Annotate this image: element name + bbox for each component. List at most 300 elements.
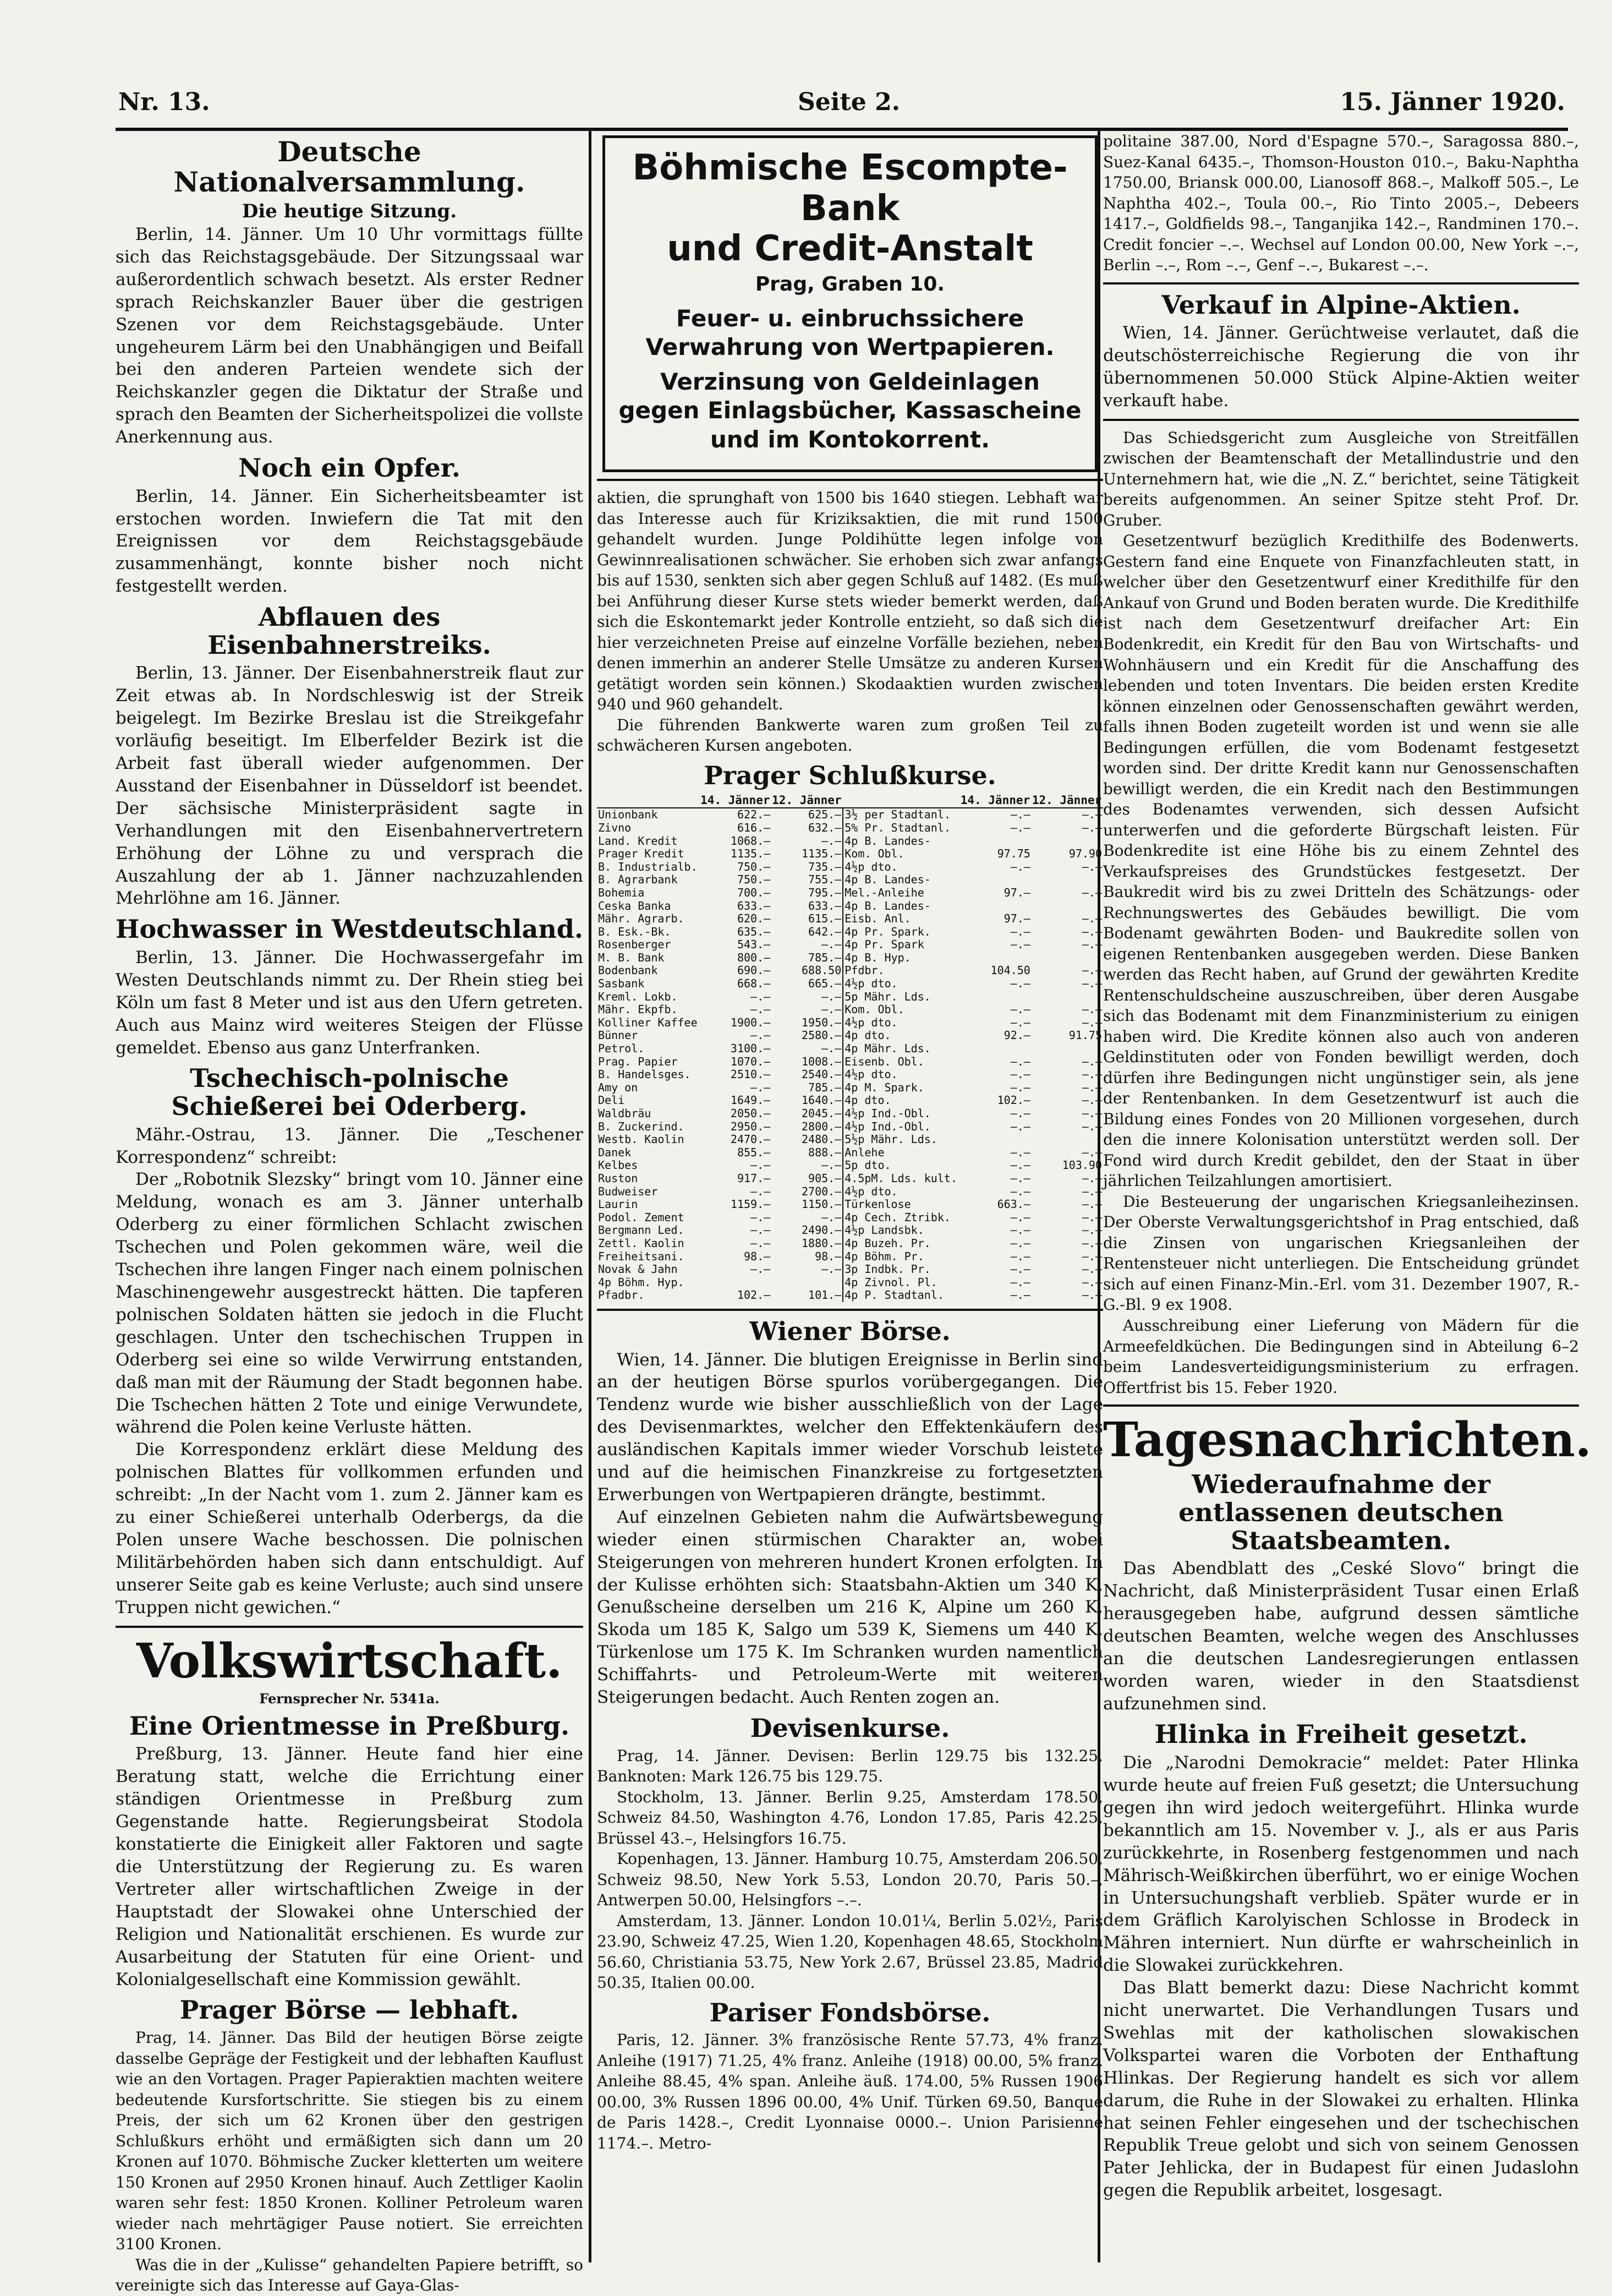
table-row: [597, 1198, 1103, 1211]
table-row: [597, 977, 1103, 991]
table-cell: 102.–: [737, 1288, 771, 1302]
table-cell: 635.–: [737, 925, 771, 938]
table-cell: 917.–: [737, 1171, 771, 1185]
table-row: [597, 1276, 1103, 1289]
table-cell: 2470.–: [730, 1133, 771, 1146]
table-cell: –.–: [750, 1184, 771, 1198]
table-cell: 1950.–: [802, 1015, 842, 1029]
table-cell: 905.–: [808, 1171, 842, 1185]
table-cell: –.–: [1082, 964, 1102, 977]
table-cell: 98.–: [743, 1249, 771, 1263]
table-cell: –.–: [1010, 1223, 1030, 1237]
table-cell: 92.–: [1004, 1029, 1030, 1042]
table-row: [597, 1289, 1103, 1302]
table-cell: –.–: [750, 1210, 771, 1224]
table-row: [597, 1120, 1103, 1134]
section-rule: [1103, 419, 1579, 421]
article-text: Auf einzelnen Gebieten nahm die Aufwärtsbewegung wieder einen stürmischen Charakter an, wobei Steigerungen von mehreren hundert Kronen erfolgten. In der Kulisse erhöhten sich: Staatsbahn-Aktien um 340 K, Genußscheine derselben um 216 K, Alpine um 260 K, Skoda um 185 K, Salgo um 539 K, Siemens um 440 K, Türkenlose um 175 K. Im Schranken wurden namentlich Schiffahrts- und Petroleum-Werte mit weiteren Steigerungen bedacht. Auch Renten zogen an.: [597, 1507, 1103, 1708]
table-cell: –.–: [1082, 1107, 1102, 1120]
table-cell: –.–: [1082, 977, 1102, 991]
table-cell: –.–: [1010, 1210, 1030, 1224]
table-cell: –.–: [750, 990, 771, 1003]
table-cell: Bohemia: [598, 885, 645, 899]
column-header: 12. Jänner: [1032, 793, 1103, 808]
table-cell: –.–: [1010, 1054, 1030, 1068]
table-cell: 104.50: [990, 964, 1030, 977]
table-cell: –.–: [1082, 1094, 1102, 1107]
table-cell: 1070.–: [730, 1054, 771, 1068]
table-cell: 4½p dto.: [843, 1185, 959, 1199]
table-cell: –.–: [1082, 1015, 1102, 1029]
table-cell: –.–: [1082, 1068, 1102, 1081]
table-cell: 97.–: [1004, 912, 1030, 926]
article-headline: Tschechisch-polnische Schießerei bei Oderberg.: [171, 1063, 528, 1122]
column-divider: [589, 131, 591, 2262]
article-text: Das Blatt bemerkt dazu: Diese Nachricht kommt nicht unerwartet. Die Verhandlungen Tusars und Swehlas mit der katholischen slowakischen Volkspartei waren die Vorboten der Enthaftung Hlinkas. Der Regierung handelt es sich vor allem darum, die Ruhe in der Slowakei zu erhalten. Hlinka hat seinen Fehler eingesehen und der tschechischen Republik Treue gelobt und sich von seinem Genossen Pater Jehlicka, der in Budapest für einen Judaslohn gegen die Republik arbeitet, losgesagt.: [1103, 1978, 1579, 2201]
table-cell: 633.–: [737, 899, 771, 912]
article-headline: Wiener Börse.: [749, 1316, 951, 1346]
table-cell: 642.–: [808, 925, 842, 938]
table-cell: 4p B. Landes-: [843, 873, 959, 887]
table-cell: –.–: [1082, 1119, 1102, 1133]
article-text: Das Abendblatt des „Ceské Slovo“ bringt die Nachricht, daß Ministerpräsident Tusar einen Erlaß herausgegeben habe, aufgrund dessen sämtliche deutschen Beamten, welche wegen des Anschlusses an die deutschen Landesregierungen entlassen worden waren, wieder in den Staatsdienst aufzunehmen sind.: [1103, 1559, 1579, 1714]
table-row: [597, 1237, 1103, 1250]
table-cell: –.–: [1010, 1184, 1030, 1198]
table-cell: –.–: [750, 1262, 771, 1276]
article-text: Die Besteuerung der ungarischen Kriegsanleihezinsen. Der Oberste Verwaltungsgerichtshof in Prag entschied, daß die Zinsen von ungarischen Kriegsanleihen der Rentensteuer nicht unterliegen. Die Entscheidung gründet sich auf einen Finanz-Min.-Erl. vom 31. Dezember 1907, R.-G.-Bl. 9 ex 1908.: [1103, 1192, 1579, 1314]
column-2: [597, 131, 1103, 2262]
table-cell: 1640.–: [802, 1094, 842, 1107]
table-cell: –.–: [1010, 1015, 1030, 1029]
table-cell: –.–: [821, 990, 842, 1003]
table-cell: –.–: [1082, 1184, 1102, 1198]
table-cell: –.–: [821, 1210, 842, 1224]
table-cell: –.–: [1082, 1054, 1102, 1068]
table-cell: 2050.–: [730, 1107, 771, 1120]
section-title: Volkswirtschaft.: [136, 1633, 563, 1689]
section-title: Tagesnachrichten.: [1103, 1412, 1592, 1468]
article-headline: Abflauen des Eisenbahnerstreiks.: [207, 602, 491, 660]
table-cell: 98.–: [815, 1249, 842, 1263]
table-cell: Rosenberger: [598, 938, 671, 952]
article-text: Prag, 14. Jänner. Das Bild der heutigen Börse zeigte dasselbe Gepräge der Festigkeit und der lebhaften Kauflust wie an den Vortagen. Prager Papieraktien machten weitere bedeutende Kursfortschritte. Sie stiegen bis zu einem Preis, der sich um 62 Kronen über den gestrigen Schlußkurs erhöht und ermäßigten sich dann um 20 Kronen auf 1070. Böhmische Zucker kletterten um weitere 150 Kronen auf 2950 Kronen hinauf. Auch Zettliger Kaolin waren sehr fest: 1850 Kronen. Kolliner Petroleum waren wieder nach mehrtägiger Pause notiert. Sie erreichten 3100 Kronen.: [116, 2029, 583, 2254]
table-row: [597, 1081, 1103, 1095]
table-row: [597, 1016, 1103, 1030]
table-cell: –.–: [821, 938, 842, 952]
table-cell: 785.–: [808, 950, 842, 964]
article-text: Stockholm, 13. Jänner. Berlin 9.25, Amsterdam 178.50, Schweiz 84.50, Washington 4.76, London 17.85, Paris 42.25, Brüssel 43.–, Helsingfors 16.75.: [597, 1787, 1103, 1847]
table-cell: 4½p dto.: [843, 1016, 959, 1030]
section-phone: Fernsprecher Nr. 5341a.: [259, 1690, 440, 1707]
table-cell: 5p Mähr. Lds.: [843, 991, 959, 1004]
table-cell: 4½p Landsbk.: [843, 1224, 959, 1237]
table-cell: –.–: [1010, 1068, 1030, 1081]
table-cell: –.–: [1010, 1275, 1030, 1289]
table-cell: Prag. Papier: [598, 1054, 678, 1068]
table-row: [597, 900, 1103, 913]
table-cell: –.–: [1082, 808, 1102, 822]
table-cell: Bodenbank: [598, 964, 658, 977]
section-rule: [597, 1309, 1103, 1311]
article-text: Die führenden Bankwerte waren zum großen Teil zu schwächeren Kursen angeboten.: [597, 715, 1103, 755]
article-text: Was die in der „Kulisse“ gehandelten Papiere betrifft, so vereinigte sich das Interesse auf Gaya-Glas-: [116, 2255, 583, 2295]
table-cell: [1032, 1042, 1103, 1056]
table-row: [597, 1003, 1103, 1016]
article-text: Kopenhagen, 13. Jänner. Hamburg 10.75, Amsterdam 206.50, Schweiz 98.50, New York 5.53, London 20.70, Paris 50.–, Antwerpen 50.00, Helsingfors –.–.: [597, 1850, 1103, 1910]
table-cell: [1032, 952, 1103, 965]
page-number: Seite 2.: [798, 88, 901, 116]
table-row: [597, 861, 1103, 874]
table-cell: 615.–: [808, 912, 842, 926]
table-cell: 5% Pr. Stadtanl.: [843, 822, 959, 835]
section-rule: [116, 1626, 583, 1628]
table-cell: –.–: [1082, 1198, 1102, 1211]
table-cell: [1032, 835, 1103, 848]
table-cell: 5p dto.: [843, 1159, 959, 1172]
table-cell: [960, 1042, 1032, 1056]
table-cell: [700, 1276, 771, 1289]
article-text: politaine 387.00, Nord d'Espagne 570.–, Saragossa 880.–, Suez-Kanal 6435.–, Thomson-Houston 010.–, Baku-Naphtha 1750.00, Briansk 000.00, Lianosoff 868.–, Malkoff 505.–, Le Naphtha 402.–, Toula 00.–, Rio Tinto 2005.–, Debeers 1417.–, Goldfields 98.–, Tanganjika 142.–, Randminen 170.–. Credit foncier –.–. Wechsel auf London 00.00, New York –.–, Berlin –.–, Rom –.–, Genf –.–, Bukarest –.–.: [1103, 132, 1579, 275]
table-row: [597, 1056, 1103, 1069]
table-cell: 2510.–: [730, 1068, 771, 1081]
table-cell: 2540.–: [802, 1068, 842, 1081]
table-cell: 3½ per Stadtanl.: [843, 808, 959, 822]
table-cell: –.–: [1010, 1107, 1030, 1120]
table-row: [597, 1107, 1103, 1120]
article-headline: Devisenkurse.: [750, 1713, 950, 1743]
table-cell: Mähr. Ekpfb.: [598, 1003, 678, 1016]
table-cell: –.–: [1010, 1249, 1030, 1263]
table-cell: 620.–: [737, 912, 771, 926]
table-row: [597, 808, 1103, 822]
table-cell: 543.–: [737, 938, 771, 952]
table-cell: 4p Zivnol. Pl.: [843, 1276, 959, 1289]
table-cell: –.–: [1010, 938, 1030, 952]
table-cell: 688.50: [802, 964, 842, 977]
table-cell: 1900.–: [730, 1015, 771, 1029]
table-cell: 750.–: [737, 860, 771, 873]
table-cell: B. Industrialb.: [598, 860, 698, 873]
table-cell: Westb. Kaolin: [598, 1133, 684, 1146]
table-cell: 665.–: [808, 977, 842, 991]
table-cell: 795.–: [808, 885, 842, 899]
article-text: Mähr.-Ostrau, 13. Jänner. Die „Teschener Korrespondenz“ schreibt:: [116, 1124, 583, 1167]
table-cell: Mel.-Anleihe: [843, 887, 959, 900]
table-cell: Kom. Obl.: [843, 848, 959, 861]
article-text: Der „Robotnik Slezsky“ bringt vom 10. Jänner eine Meldung, wonach es am 3. Jänner unterhalb Oderberg zu einer förmlichen Schlacht zwischen Tschechen und Polen gekommen wäre, weil die Tschechen ihre langen Finger nach einem polnischen Maschinengewehr ausgestreckt hätten. Die tapferen polnischen Soldaten hätten sie jedoch in die Flucht geschlagen. Unter den tschechischen Truppen in Oderberg sei eine so wilde Verwirrung entstanden, daß man mit der Räumung der Stadt begonnen habe. Die Tschechen hätten 2 Tote und einige Verwundete, während die Polen keine Verluste hätten.: [116, 1169, 583, 1437]
table-cell: [1032, 991, 1103, 1004]
table-cell: 101.–: [808, 1288, 842, 1302]
table-cell: –.–: [1010, 1236, 1030, 1250]
table-cell: 2700.–: [802, 1184, 842, 1198]
table-row: [597, 873, 1103, 887]
table-cell: Unionbank: [598, 808, 658, 822]
table-cell: –.–: [750, 1003, 771, 1016]
table-cell: Zivno: [598, 821, 632, 834]
table-cell: Ruston: [598, 1171, 638, 1185]
article-text: Gesetzentwurf bezüglich Kredithilfe des Bodenwerts. Gestern fand eine Enquete von Finanzfachleuten statt, in welcher über den Gesetzentwurf einer Kredithilfe für den Ankauf von Grund und Boden beraten wurde. Die Kredithilfe ist nach dem Gesetzentwurf dreifacher Art: Ein Bodenkredit, ein Kredit für den Bau von Wirtschafts- und Wohnhäusern und ein Kredit für die Anschaffung des lebenden und toten Inventars. Die beiden ersten Kredite können einzelnen oder Genossenschaften gewährt werden, falls ihnen Boden zugeteilt worden ist und wenn sie alle Bedingungen erfüllen, die vom Bodenamt festgesetzt worden sind. Der dritte Kredit kann nur Genossenschaften bewilligt werden, die ein Kredit nach den Bestimmungen des Bodenamtes verwenden, sich dessen Aufsicht unterwerfen und die geforderte Bürgschaft leisten. Für Bodenkredite ist eine Höhe bis zu einem Zehntel des Verkaufspreises des Grundstückes festgesetzt. Der Baukredit wird bis zu zwei Dritteln des Schätzungs- oder Rechnungswertes des Gebäudes bewilligt. Die vom Bodenamt gewährten Boden- und Baukredite sollen von eigenen Rentenbanken ausgegeben werden. Diese Banken werden das Recht haben, auf Grund der gewährten Kredite Rentenschuldscheine auszuschreiben, über deren Ausgabe sich das Bodenamt mit dem Finanzministerium zu einigen haben wird. Die Kredite können also auch von anderen Geldinstituten oder von Fonden bewilligt werden, doch dürfen ihre Bedingungen nicht ungünstiger sein, als jene der Rentenbanken. In dem Gesetzentwurf ist auch die Bildung eines Fondes von 20 Millionen vorgesehen, durch den die innere Kolonisation unterstützt werden soll. Der Fond wird durch Kredit gebildet, den der Staat in über jährlichen Teilzahlungen amortisiert.: [1103, 532, 1579, 1190]
article-text: aktien, die sprunghaft von 1500 bis 1640 stiegen. Lebhaft war das Interesse auch für Kriziksaktien, die mit rund 1500 gehandelt wurden. Junge Poldihütte legen infolge von Gewinnrealisationen schwächer. Sie erhoben sich zwar anfangs bis auf 1530, senkten sich aber gegen Schluß auf 1482. (Es muß bei Anführung dieser Kurse stets wieder bemerkt werden, daß sich die Eskontemarkt jeder Kontrolle entzieht, so daß sich die hier verzeichneten Preise auf einzelne Vorfälle beziehen, neben denen immerhin an anderer Stelle Umsätze zu anderen Kursen getätigt worden sein können.) Skodaaktien wurden zwischen 940 und 960 gehandelt.: [597, 489, 1103, 714]
table-cell: –.–: [1082, 1210, 1102, 1224]
table-cell: Prager Kredit: [598, 847, 684, 861]
table-row: [597, 991, 1103, 1004]
table-row: [597, 938, 1103, 952]
table-cell: 1880.–: [802, 1236, 842, 1250]
article-headline: Deutsche Nationalversammlung.: [173, 135, 525, 198]
table-cell: –.–: [1082, 1262, 1102, 1276]
article-text: Ausschreibung einer Lieferung von Mädern für die Armeefeldküchen. Die Bedingungen sind in Abteilung 6–2 beim Landesverteidigungsministerium zu erfragen. Offertfrist bis 15. Feber 1920.: [1103, 1316, 1579, 1397]
table-cell: –.–: [1010, 977, 1030, 991]
article-headline: Hochwasser in Westdeutschland.: [116, 914, 583, 944]
table-cell: Podol. Zement: [598, 1210, 684, 1224]
table-cell: –.–: [750, 1080, 771, 1094]
table-cell: 4p Buzeh. Pr.: [843, 1237, 959, 1250]
table-cell: Kom. Obl.: [843, 1003, 959, 1016]
article-text: Preßburg, 13. Jänner. Heute fand hier eine Beratung statt, welche die Errichtung einer ständigen Orientmesse in Preßburg zum Gegenstande hatte. Regierungsbeirat Stodola konstatierte die Einigkeit aller Faktoren und sagte die Unterstützung der Regierung zu. Es waren Vertreter aller wirtschaftlichen Zweige in der Hauptstadt der Slowakei ohne Unterschied der Religion und Nationalität erschienen. Es wurde zur Ausarbeitung der Statuten für eine Orient- und Kolonialgesellschaft eine Kommission gewählt.: [116, 1744, 583, 1989]
table-cell: 4½p dto.: [843, 977, 959, 991]
table-cell: –.–: [1010, 925, 1030, 938]
table-cell: Waldbräu: [598, 1107, 651, 1120]
table-cell: 888.–: [808, 1145, 842, 1159]
table-cell: 616.–: [737, 821, 771, 834]
column-header: 14. Jänner: [960, 793, 1032, 808]
table-cell: 625.–: [808, 808, 842, 822]
table-cell: Bergmann Led.: [598, 1223, 684, 1237]
table-row: [597, 1185, 1103, 1199]
table-row: [597, 835, 1103, 848]
article-text: Amsterdam, 13. Jänner. London 10.01¼, Berlin 5.02½, Paris 23.90, Schweiz 47.25, Wien 1.20, Kopenhagen 48.65, Stockholm 56.60, Christiania 53.75, New York 2.67, Brüssel 23.85, Madrid 50.35, Italien 00.00.: [597, 1911, 1103, 1992]
table-cell: [960, 1133, 1032, 1146]
table-cell: 750.–: [737, 873, 771, 887]
article-headline: Hlinka in Freiheit gesetzt.: [1154, 1719, 1528, 1750]
table-row: [597, 926, 1103, 939]
article-text: Wien, 14. Jänner. Gerüchtweise verlautet, daß die deutschösterreichische Regierung die von ihr übernommenen 50.000 Stück Alpine-Aktien weiter verkauft habe.: [1103, 323, 1579, 411]
article-headline: Prager Börse — lebhaft.: [179, 1995, 519, 2025]
table-cell: –.–: [1082, 938, 1102, 952]
table-cell: 735.–: [808, 860, 842, 873]
table-cell: Anlehe: [843, 1146, 959, 1160]
table-cell: Land. Kredit: [598, 834, 678, 848]
table-row: [597, 952, 1103, 965]
table-cell: 2045.–: [802, 1107, 842, 1120]
table-cell: 4½p Ind.-Obl.: [843, 1120, 959, 1134]
table-cell: 2800.–: [802, 1119, 842, 1133]
table-cell: Eisenb. Obl.: [843, 1056, 959, 1069]
table-cell: Petrol.: [598, 1042, 645, 1056]
article-text: Wien, 14. Jänner. Die blutigen Ereignisse in Berlin sind an der heutigen Börse spurlos vorübergegangen. Die Tendenz wurde wie bisher ausschließlich von der Lage des Devisenmarktes, welcher den Effektenkäufern des ausländischen Kapitals immer wieder Vorschub leistete und auf die heimischen Finanzkreise zu fortgesetzten Erwerbungen von Wertpapieren drängte, bestimmt.: [597, 1349, 1103, 1505]
table-cell: 668.–: [737, 977, 771, 991]
table-cell: 1159.–: [730, 1198, 771, 1211]
article-text: Prag, 14. Jänner. Devisen: Berlin 129.75 bis 132.25. Banknoten: Mark 126.75 bis 129.75.: [597, 1746, 1103, 1786]
table-cell: Pfdbr.: [843, 964, 959, 977]
ad-bank-name-2: und Credit-Anstalt: [667, 228, 1033, 270]
table-cell: –.–: [1082, 1145, 1102, 1159]
table-cell: –.–: [1082, 1223, 1102, 1237]
price-table: [597, 793, 1103, 1302]
table-row: [597, 1250, 1103, 1264]
table-cell: –.–: [1010, 1288, 1030, 1302]
article-headline: Eine Orientmesse in Preßburg.: [129, 1710, 569, 1741]
table-cell: –.–: [821, 834, 842, 848]
table-cell: Freiheitsani.: [598, 1249, 684, 1263]
table-cell: [1032, 873, 1103, 887]
table-cell: Türkenlose: [843, 1198, 959, 1211]
table-cell: –.–: [1082, 925, 1102, 938]
table-row: [597, 848, 1103, 861]
table-cell: –.–: [1082, 1249, 1102, 1263]
issue-date: 15. Jänner 1920.: [1340, 88, 1565, 116]
table-cell: [960, 991, 1032, 1004]
table-cell: 700.–: [737, 885, 771, 899]
table-cell: 4p dto.: [843, 1094, 959, 1107]
table-cell: 97.75: [997, 847, 1030, 861]
column-header: 12. Jänner: [771, 793, 843, 808]
table-row: [597, 1263, 1103, 1276]
table-cell: B. Zuckerind.: [598, 1119, 684, 1133]
table-cell: –.–: [1010, 1262, 1030, 1276]
table-cell: 4p Pr. Spark: [843, 938, 959, 952]
table-cell: –.–: [1082, 821, 1102, 834]
table-cell: 4p dto.: [843, 1029, 959, 1042]
bank-advertisement: [602, 135, 1098, 472]
article-text: Die „Narodni Demokracie“ meldet: Pater Hlinka wurde heute auf freien Fuß gesetzt; die Untersuchung gegen ihn wird jedoch weitergeführt. Hlinka wurde bekanntlich am 15. November v. J., als er aus Paris zurückkehrte, in Rosenberg festgenommen und nach Mährisch-Weißkirchen überführt, wo er einige Wochen in Untersuchungshaft verblieb. Später wurde er in dem Gräflich Karolyischen Schlosse in Brodeck in Mähren interniert. Nun dürfte er wahrscheinlich in die Slowakei zurückkehren.: [1103, 1753, 1579, 1976]
table-cell: Mähr. Agrarb.: [598, 912, 684, 926]
table-cell: 633.–: [808, 899, 842, 912]
table-cell: –.–: [821, 1158, 842, 1172]
table-cell: –.–: [1082, 1171, 1102, 1185]
article-text: Die Korrespondenz erklärt diese Meldung des polnischen Blattes für vollkommen erfunden und schreibt: „In der Nacht vom 1. zum 2. Jänner kam es zu einer Schießerei unterhalb Oderbergs, da die Polen unsere Wache beschossen. Die polnischen Militärbehörden haben sich dann entschuldigt. Auf unserer Seite gab es keine Verluste; auch sind unsere Truppen nicht gewichen.“: [116, 1440, 583, 1617]
ad-address: Prag, Graben 10.: [755, 272, 945, 296]
article-text: Das Schiedsgericht zum Ausgleiche von Streitfällen zwischen der Beamtenschaft der Metallindustrie und den Unternehmern hat, wie die „N. Z.“ berichtet, seine Tätigkeit bereits aufgenommen. An seiner Spitze steht Prof. Dr. Gruber.: [1103, 428, 1579, 529]
table-cell: [960, 835, 1032, 848]
table-cell: Kolliner Kaffee: [598, 1015, 698, 1029]
table-cell: –.–: [1082, 860, 1102, 873]
table-cell: Ceska Banka: [598, 899, 671, 912]
table-cell: –.–: [1082, 1080, 1102, 1094]
table-cell: 97.–: [1004, 885, 1030, 899]
table-cell: 632.–: [808, 821, 842, 834]
table-cell: B. Esk.-Bk.: [598, 925, 671, 938]
ad-bank-name: Böhmische Escompte-Bank: [632, 147, 1068, 229]
table-cell: –.–: [1010, 1145, 1030, 1159]
table-row: [597, 1042, 1103, 1056]
table-cell: Kreml. Lokb.: [598, 990, 678, 1003]
table-header-row: [597, 793, 1103, 808]
column-1: [116, 131, 583, 2295]
issue-number: Nr. 13.: [118, 88, 210, 116]
table-row: [597, 1133, 1103, 1146]
table-cell: –.–: [1010, 1158, 1030, 1172]
section-rule: [1103, 282, 1579, 285]
table-cell: –.–: [821, 1262, 842, 1276]
table-cell: 663.–: [997, 1198, 1030, 1211]
table-cell: [960, 900, 1032, 913]
table-row: [597, 1029, 1103, 1042]
table-cell: 1649.–: [730, 1094, 771, 1107]
table-cell: 91.75: [1068, 1029, 1102, 1042]
table-cell: 1008.–: [802, 1054, 842, 1068]
table-cell: –.–: [750, 1029, 771, 1042]
ad-line: Verzinsung von Geldeinlagen gegen Einlagsbücher, Kassascheine und im Kontokorrent.: [618, 368, 1082, 453]
table-cell: Deli: [598, 1094, 625, 1107]
table-row: [597, 887, 1103, 900]
table-cell: 4½p dto.: [843, 861, 959, 874]
table-cell: [1032, 900, 1103, 913]
table-cell: Sasbank: [598, 977, 645, 991]
table-row: [597, 822, 1103, 835]
table-cell: 2480.–: [802, 1133, 842, 1146]
table-cell: Bünner: [598, 1029, 638, 1042]
table-cell: –.–: [1082, 1236, 1102, 1250]
table-cell: 2580.–: [802, 1029, 842, 1042]
table-row: [597, 964, 1103, 977]
table-cell: Laurin: [598, 1198, 638, 1211]
table-cell: B. Agrarbank: [598, 873, 678, 887]
table-cell: 4p Böhm. Hyp.: [598, 1275, 684, 1289]
table-cell: 4p B. Landes-: [843, 900, 959, 913]
table-cell: 855.–: [737, 1145, 771, 1159]
table-cell: 4p Cech. Ztribk.: [843, 1211, 959, 1224]
section-rule: [597, 479, 1103, 481]
table-cell: Zettl. Kaolin: [598, 1236, 684, 1250]
table-row: [597, 1159, 1103, 1172]
table-cell: –.–: [1010, 1119, 1030, 1133]
section-rule: [1103, 1404, 1579, 1407]
table-cell: Budweiser: [598, 1184, 658, 1198]
table-cell: 3p Indbk. Pr.: [843, 1263, 959, 1276]
table-cell: 622.–: [737, 808, 771, 822]
table-cell: 1135.–: [802, 847, 842, 861]
table-cell: 97.90: [1068, 847, 1102, 861]
column-header: [843, 793, 959, 808]
table-row: [597, 1211, 1103, 1224]
table-cell: 4p B. Landes-: [843, 835, 959, 848]
table-row: [597, 1172, 1103, 1185]
table-cell: 2490.–: [802, 1223, 842, 1237]
table-cell: 4p P. Stadtanl.: [843, 1289, 959, 1302]
table-cell: –.–: [1082, 1275, 1102, 1289]
table-cell: 2950.–: [730, 1119, 771, 1133]
table-title: Prager Schlußkurse.: [704, 760, 996, 790]
table-cell: 4.5pM. Lds. kult.: [843, 1172, 959, 1185]
table-cell: 800.–: [737, 950, 771, 964]
table-cell: 1150.–: [802, 1198, 842, 1211]
ad-line: Feuer- u. einbruchssichere Verwahrung von Wertpapieren.: [645, 304, 1055, 361]
table-cell: Eisb. Anl.: [843, 912, 959, 926]
table-cell: 4½p Ind.-Obl.: [843, 1107, 959, 1120]
table-cell: –.–: [821, 1042, 842, 1056]
table-row: [597, 1068, 1103, 1081]
table-cell: 1135.–: [730, 847, 771, 861]
table-cell: –.–: [1010, 808, 1030, 822]
table-cell: [771, 1276, 843, 1289]
table-cell: –.–: [1082, 885, 1102, 899]
article-headline: Wiederaufnahme der entlassenen deutschen Staatsbeamten.: [1178, 1469, 1504, 1555]
table-cell: –.–: [1010, 1171, 1030, 1185]
table-row: [597, 1146, 1103, 1160]
table-cell: 4p Pr. Spark.: [843, 926, 959, 939]
table-cell: 4p Böhm. Pr.: [843, 1250, 959, 1264]
table-cell: 785.–: [808, 1080, 842, 1094]
table-cell: Amy on: [598, 1080, 638, 1094]
table-cell: 3100.–: [730, 1042, 771, 1056]
article-headline: Verkauf in Alpine-Aktien.: [1161, 289, 1521, 320]
table-cell: B. Handelsges.: [598, 1068, 691, 1081]
column-header: 14. Jänner: [700, 793, 771, 808]
column-3: [1103, 131, 1592, 2262]
table-cell: 5½p Mähr. Lds.: [843, 1133, 959, 1146]
table-cell: –.–: [821, 1003, 842, 1016]
